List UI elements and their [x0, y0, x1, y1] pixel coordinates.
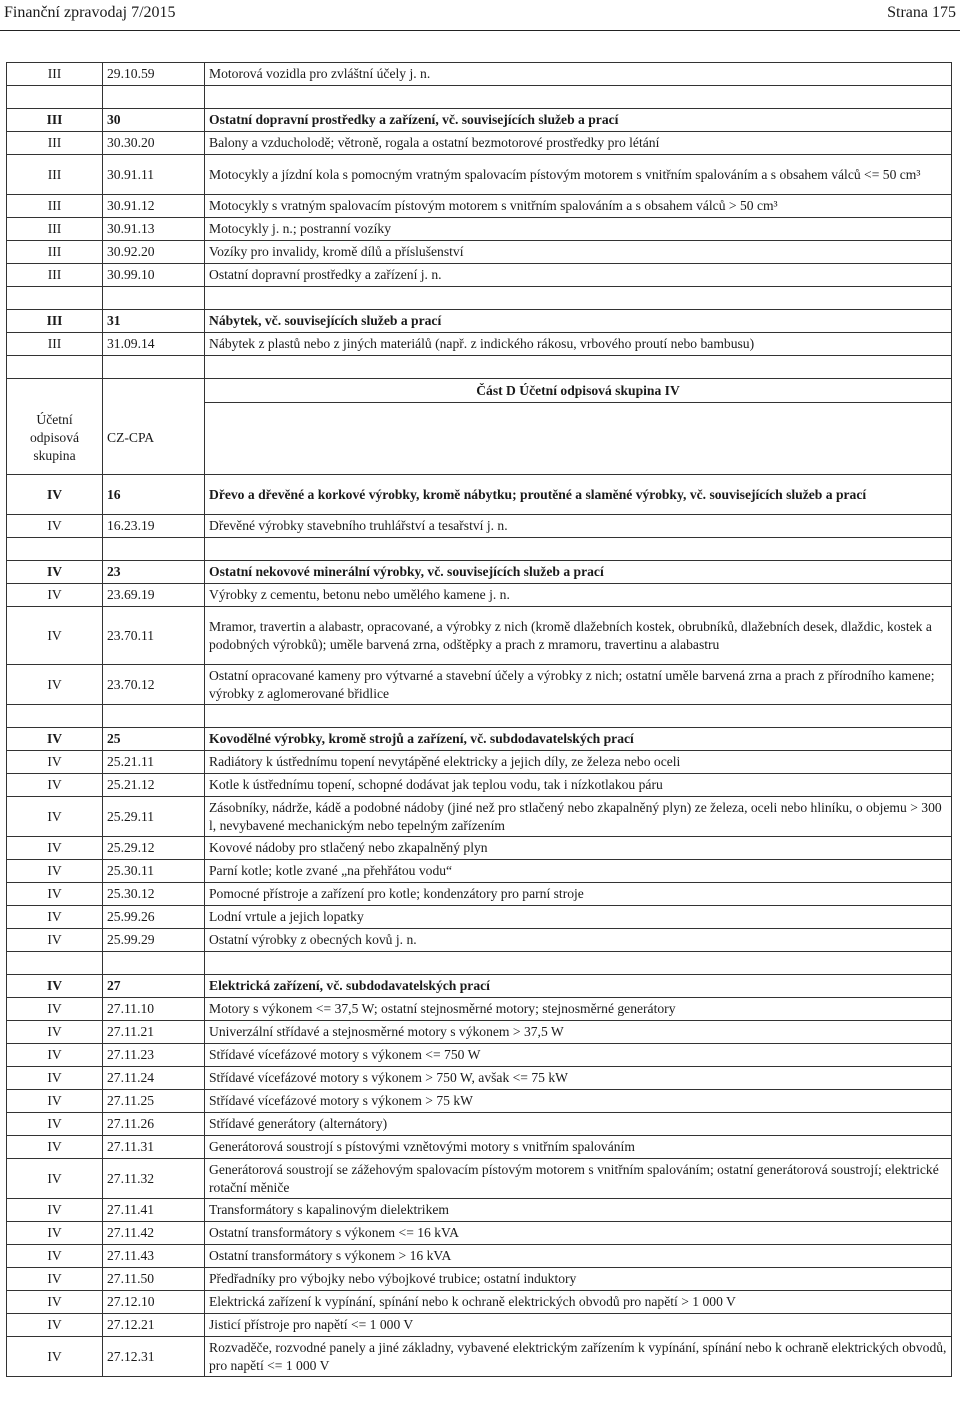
table-row — [7, 929, 952, 952]
description-cell: Dřevěné výrobky stavebního truhlářství a tesařství j. n. — [205, 515, 952, 538]
group-cell: IV — [7, 929, 103, 952]
group-cell: IV — [7, 797, 103, 837]
group-cell: IV — [7, 607, 103, 665]
code-cell: 25.29.12 — [103, 837, 205, 860]
table-row — [7, 1113, 952, 1136]
group-cell: III — [7, 109, 103, 132]
group-cell: IV — [7, 1222, 103, 1245]
code-cell: 27.11.41 — [103, 1199, 205, 1222]
table-row — [7, 1222, 952, 1245]
group-cell: IV — [7, 906, 103, 929]
code-cell: 25.99.26 — [103, 906, 205, 929]
description-cell: Ostatní transformátory s výkonem > 16 kVA — [205, 1245, 952, 1268]
group-cell: IV — [7, 774, 103, 797]
code-cell: 27.12.10 — [103, 1291, 205, 1314]
group-cell: III — [7, 195, 103, 218]
table-row — [7, 155, 952, 195]
page-number: Strana 175 — [887, 4, 956, 21]
code-cell: 23 — [103, 561, 205, 584]
description-cell: Dřevo a dřevěné a korkové výrobky, kromě nábytku; proutěné a slaměné výrobky, vč. souvisejících služeb a prací — [205, 475, 952, 515]
table-row — [7, 310, 952, 333]
description-cell: Lodní vrtule a jejich lopatky — [205, 906, 952, 929]
table-row — [7, 797, 952, 837]
code-cell: 27.11.10 — [103, 998, 205, 1021]
description-cell: Nábytek z plastů nebo z jiných materiálů (např. z indického rákosu, vrbového proutí nebo bambusu) — [205, 333, 952, 356]
description-cell: Univerzální střídavé a stejnosměrné motory s výkonem > 37,5 W — [205, 1021, 952, 1044]
section-d-title: Část D Účetní odpisová skupina IV — [205, 379, 952, 403]
group-cell: IV — [7, 1291, 103, 1314]
description-cell: Ostatní nekovové minerální výrobky, vč. souvisejících služeb a prací — [205, 561, 952, 584]
group-cell: III — [7, 264, 103, 287]
table-row — [7, 1199, 952, 1222]
description-cell: Zásobníky, nádrže, kádě a podobné nádoby (jiné než pro stlačený nebo zkapalněný plyn) ze železa, oceli nebo hliníku, o objemu > 300 l, nevybavené mechanickým nebo tepelným zařízením — [205, 797, 952, 837]
description-cell: Elektrická zařízení, vč. subdodavatelských prací — [205, 975, 952, 998]
table-row — [7, 132, 952, 155]
group-cell: IV — [7, 1159, 103, 1199]
description-cell: Střídavé vícefázové motory s výkonem > 75 kW — [205, 1090, 952, 1113]
code-cell: 23.70.12 — [103, 665, 205, 705]
spacer-row — [7, 952, 952, 975]
group-cell: IV — [7, 665, 103, 705]
group-cell: IV — [7, 1090, 103, 1113]
code-cell: 16.23.19 — [103, 515, 205, 538]
section-header-row — [7, 403, 952, 475]
table-row — [7, 333, 952, 356]
table-row — [7, 774, 952, 797]
description-cell: Střídavé vícefázové motory s výkonem > 750 W, avšak <= 75 kW — [205, 1067, 952, 1090]
depreciation-table — [6, 62, 952, 1377]
table-row — [7, 109, 952, 132]
description-cell: Jisticí přístroje pro napětí <= 1 000 V — [205, 1314, 952, 1337]
code-cell: 27.11.50 — [103, 1268, 205, 1291]
group-cell: IV — [7, 728, 103, 751]
table-row — [7, 975, 952, 998]
code-cell: 27.11.43 — [103, 1245, 205, 1268]
description-cell: Transformátory s kapalinovým dielektrikem — [205, 1199, 952, 1222]
code-cell: 30.99.10 — [103, 264, 205, 287]
description-cell: Střídavé vícefázové motory s výkonem <= 750 W — [205, 1044, 952, 1067]
table-row — [7, 1291, 952, 1314]
code-cell: 27.11.23 — [103, 1044, 205, 1067]
description-cell: Vozíky pro invalidy, kromě dílů a příslušenství — [205, 241, 952, 264]
table-row — [7, 1337, 952, 1377]
group-cell: IV — [7, 883, 103, 906]
code-cell: 27.11.32 — [103, 1159, 205, 1199]
description-cell: Motorová vozidla pro zvláštní účely j. n. — [205, 63, 952, 86]
description-cell: Generátorová soustrojí s pístovými vznětovými motory s vnitřním spalováním — [205, 1136, 952, 1159]
code-cell: 27.11.26 — [103, 1113, 205, 1136]
code-cell: 25.30.11 — [103, 860, 205, 883]
group-cell: III — [7, 218, 103, 241]
group-cell: IV — [7, 1136, 103, 1159]
description-cell: Kovodělné výrobky, kromě strojů a zařízení, vč. subdodavatelských prací — [205, 728, 952, 751]
code-cell: 27.11.21 — [103, 1021, 205, 1044]
group-cell: III — [7, 132, 103, 155]
description-cell: Ostatní výrobky z obecných kovů j. n. — [205, 929, 952, 952]
code-cell: 27 — [103, 975, 205, 998]
code-cell: 27.11.25 — [103, 1090, 205, 1113]
group-cell: III — [7, 155, 103, 195]
group-cell: IV — [7, 751, 103, 774]
group-cell: IV — [7, 515, 103, 538]
description-cell: Výrobky z cementu, betonu nebo umělého kamene j. n. — [205, 584, 952, 607]
code-cell: 23.69.19 — [103, 584, 205, 607]
table-row — [7, 1314, 952, 1337]
description-cell: Motocykly j. n.; postranní vozíky — [205, 218, 952, 241]
table-row — [7, 63, 952, 86]
spacer-row — [7, 538, 952, 561]
description-cell: Elektrická zařízení k vypínání, spínání nebo k ochraně elektrických obvodů pro napětí > 1 000 V — [205, 1291, 952, 1314]
page-header — [0, 0, 960, 31]
spacer-row — [7, 287, 952, 310]
group-cell: III — [7, 241, 103, 264]
description-cell: Motory s výkonem <= 37,5 W; ostatní stejnosměrné motory; stejnosměrné generátory — [205, 998, 952, 1021]
code-cell: 16 — [103, 475, 205, 515]
group-cell: IV — [7, 1199, 103, 1222]
table-row — [7, 1021, 952, 1044]
table-row — [7, 607, 952, 665]
group-cell: IV — [7, 475, 103, 515]
code-cell: 23.70.11 — [103, 607, 205, 665]
description-cell: Střídavé generátory (alternátory) — [205, 1113, 952, 1136]
code-cell: 27.12.21 — [103, 1314, 205, 1337]
table-row — [7, 728, 952, 751]
group-cell: IV — [7, 1044, 103, 1067]
description-cell: Nábytek, vč. souvisejících služeb a prací — [205, 310, 952, 333]
table-row — [7, 264, 952, 287]
code-cell: 30.91.12 — [103, 195, 205, 218]
code-cell: 25.21.11 — [103, 751, 205, 774]
table-row — [7, 1067, 952, 1090]
table-row — [7, 584, 952, 607]
table-row — [7, 195, 952, 218]
table-row — [7, 998, 952, 1021]
column-header-cpa: CZ-CPA — [103, 403, 205, 475]
code-cell: 30 — [103, 109, 205, 132]
group-cell: IV — [7, 1337, 103, 1377]
table-row — [7, 1090, 952, 1113]
section-title-row — [7, 379, 952, 403]
code-cell: 31 — [103, 310, 205, 333]
description-cell: Pomocné přístroje a zařízení pro kotle; kondenzátory pro parní stroje — [205, 883, 952, 906]
table-row — [7, 1245, 952, 1268]
description-cell: Mramor, travertin a alabastr, opracované, a výrobky z nich (kromě dlažebních kostek, obrubníků, dlažebních desek, dlaždic, kostek a podobných výrobků); uměle barvená zrna, odštěpky a prach z mramoru, travertinu a alabastru — [205, 607, 952, 665]
group-cell: IV — [7, 584, 103, 607]
table-row — [7, 906, 952, 929]
group-cell: IV — [7, 561, 103, 584]
code-cell: 25 — [103, 728, 205, 751]
table-row — [7, 751, 952, 774]
table-row — [7, 665, 952, 705]
code-cell: 30.92.20 — [103, 241, 205, 264]
group-cell: III — [7, 63, 103, 86]
code-cell: 27.11.24 — [103, 1067, 205, 1090]
group-cell: IV — [7, 837, 103, 860]
code-cell: 25.99.29 — [103, 929, 205, 952]
code-cell: 25.21.12 — [103, 774, 205, 797]
description-cell: Parní kotle; kotle zvané „na přehřátou vodu“ — [205, 860, 952, 883]
publication-title: Finanční zpravodaj 7/2015 — [4, 4, 176, 21]
table-row — [7, 1268, 952, 1291]
table-row — [7, 860, 952, 883]
description-cell: Balony a vzducholodě; větroně, rogala a ostatní bezmotorové prostředky pro létání — [205, 132, 952, 155]
group-cell: IV — [7, 1067, 103, 1090]
group-cell: IV — [7, 1268, 103, 1291]
description-cell: Ostatní dopravní prostředky a zařízení, vč. souvisejících služeb a prací — [205, 109, 952, 132]
spacer-row — [7, 705, 952, 728]
group-cell: IV — [7, 998, 103, 1021]
table-row — [7, 1159, 952, 1199]
table-row — [7, 561, 952, 584]
description-cell: Radiátory k ústřednímu topení nevytápěné elektricky a jejich díly, ze železa nebo oceli — [205, 751, 952, 774]
code-cell: 31.09.14 — [103, 333, 205, 356]
code-cell: 30.91.13 — [103, 218, 205, 241]
code-cell: 27.11.31 — [103, 1136, 205, 1159]
code-cell: 27.11.42 — [103, 1222, 205, 1245]
group-cell: III — [7, 310, 103, 333]
table-row — [7, 241, 952, 264]
code-cell: 27.12.31 — [103, 1337, 205, 1377]
group-cell: IV — [7, 1245, 103, 1268]
description-cell: Kotle k ústřednímu topení, schopné dodávat jak teplou vodu, tak i nízkotlakou páru — [205, 774, 952, 797]
description-cell: Ostatní transformátory s výkonem <= 16 kVA — [205, 1222, 952, 1245]
group-cell: IV — [7, 975, 103, 998]
group-cell: IV — [7, 1021, 103, 1044]
column-header-group: Účetní odpisová skupina — [7, 403, 103, 475]
code-cell: 30.91.11 — [103, 155, 205, 195]
code-cell: 25.29.11 — [103, 797, 205, 837]
code-cell: 25.30.12 — [103, 883, 205, 906]
group-cell: III — [7, 333, 103, 356]
description-cell: Generátorová soustrojí se zážehovým spalovacím pístovým motorem s vnitřním spalováním; ostatní generátorová soustrojí; elektrické rotační měniče — [205, 1159, 952, 1199]
table-row — [7, 218, 952, 241]
table-row — [7, 515, 952, 538]
group-cell: IV — [7, 860, 103, 883]
table-row — [7, 475, 952, 515]
description-cell: Motocykly s vratným spalovacím pístovým motorem s vnitřním spalováním a s obsahem válců > 50 cm³ — [205, 195, 952, 218]
table-row — [7, 883, 952, 906]
description-cell: Rozvaděče, rozvodné panely a jiné základny, vybavené elektrickým zařízením k vypínání, spínání nebo k ochraně elektrických obvodů, pro napětí <= 1 000 V — [205, 1337, 952, 1377]
description-cell: Motocykly a jízdní kola s pomocným vratným spalovacím pístovým motorem s vnitřním spalováním a s obsahem válců <= 50 cm³ — [205, 155, 952, 195]
description-cell: Ostatní dopravní prostředky a zařízení j. n. — [205, 264, 952, 287]
description-cell: Ostatní opracované kameny pro výtvarné a stavební účely a výrobky z nich; ostatní uměle barvená zrna a prach z přírodního kamene; výrobky z aglomerované břidlice — [205, 665, 952, 705]
description-cell: Kovové nádoby pro stlačený nebo zkapalněný plyn — [205, 837, 952, 860]
group-cell: IV — [7, 1314, 103, 1337]
code-cell: 30.30.20 — [103, 132, 205, 155]
code-cell: 29.10.59 — [103, 63, 205, 86]
spacer-row — [7, 86, 952, 109]
group-cell: IV — [7, 1113, 103, 1136]
table-row — [7, 1136, 952, 1159]
spacer-row — [7, 356, 952, 379]
description-cell: Předřadníky pro výbojky nebo výbojkové trubice; ostatní induktory — [205, 1268, 952, 1291]
table-row — [7, 1044, 952, 1067]
table-row — [7, 837, 952, 860]
